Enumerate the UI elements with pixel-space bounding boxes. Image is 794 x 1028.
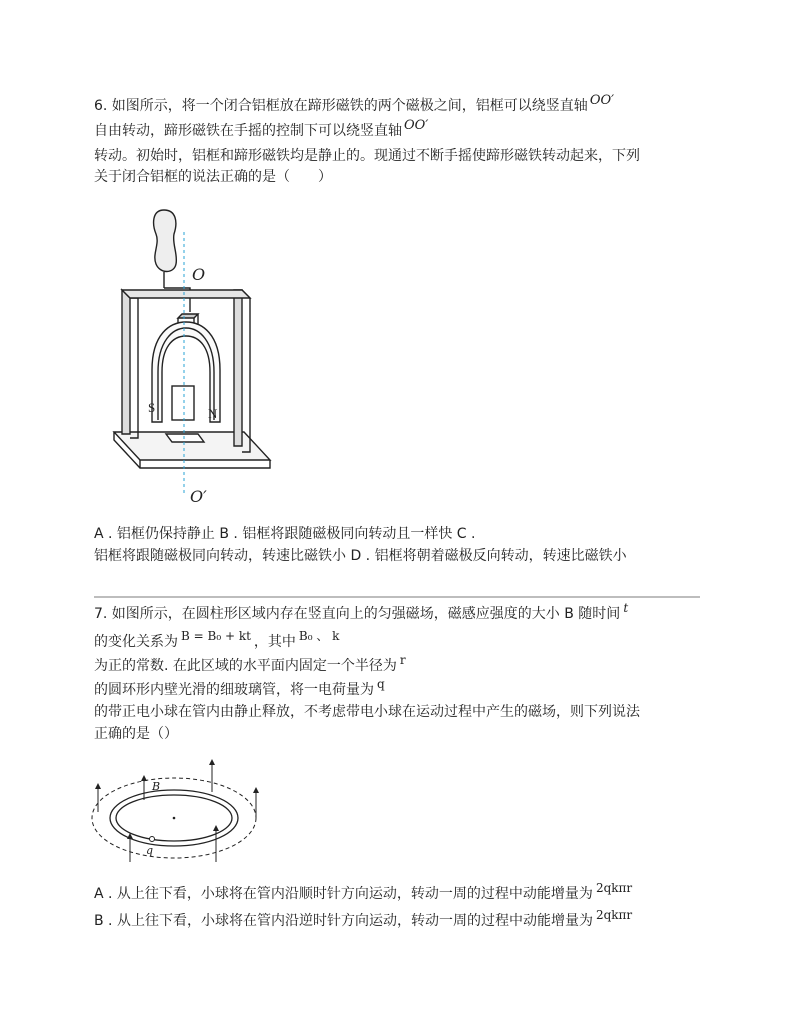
q7-radius-symbol: r <box>399 653 406 667</box>
q6-stem-text-3: 转动。初始时，铝框和蹄形磁铁均是静止的。现通过不断手摇使蹄形磁铁转动起来，下列 <box>94 148 640 164</box>
q7-option-b-value: 2qkπr <box>595 908 633 922</box>
magnet-pole-n: N <box>208 406 218 421</box>
q7-stem-text-1: 7. 如图所示，在圆柱形区域内存在竖直向上的匀强磁场，磁感应强度的大小 B 随时间 <box>94 606 621 622</box>
q6-figure <box>94 202 284 512</box>
q7-option-a-value: 2qkπr <box>595 881 633 895</box>
q7-stem-text-2b: ，其中 <box>253 634 296 650</box>
q6-line-1 <box>94 93 615 117</box>
q7-option-a <box>94 881 635 904</box>
q6-axis-symbol-2: OO′ <box>404 118 429 133</box>
q6-line-2 <box>94 118 429 142</box>
q7-charge-symbol: q <box>377 677 385 691</box>
q7-stem-text-4: 的圆环形内壁光滑的细玻璃管，将一电荷量为 <box>94 682 374 698</box>
q7-line-4 <box>94 677 388 700</box>
q7-figure <box>90 756 262 864</box>
q7-stem-text-2a: 的变化关系为 <box>94 634 178 650</box>
q7-line-3 <box>94 653 409 676</box>
q6-options-line-1: A . 铝框仍保持静止 B . 铝框将跟随磁极同向转动且一样快 C . <box>94 526 476 542</box>
question-divider <box>94 596 700 598</box>
q7-time-symbol: t <box>623 601 629 615</box>
magnet-pole-s: S <box>148 400 156 415</box>
q7-constants: B₀ 、 k <box>298 629 340 643</box>
q6-stem-text-2: 自由转动，蹄形磁铁在手摇的控制下可以绕竖直轴 <box>94 123 402 139</box>
q7-line-2 <box>94 629 342 652</box>
charge-q-label: q <box>146 844 154 857</box>
axis-bottom-label: O′ <box>190 487 207 506</box>
q7-formula: B = B₀ + kt <box>181 629 251 643</box>
q7-stem-text-6: 正确的是（） <box>94 726 178 742</box>
q7-line-1 <box>94 601 631 624</box>
axis-top-label: O <box>192 265 206 284</box>
q6-stem-text-1: 6. 如图所示，将一个闭合铝框放在蹄形磁铁的两个磁极之间，铝框可以绕竖直轴 <box>94 98 588 114</box>
q7-option-a-text: A . 从上往下看，小球将在管内沿顺时针方向运动，转动一周的过程中动能增量为 <box>94 886 593 902</box>
q7-stem-text-5: 的带正电小球在管内由静止释放，不考虑带电小球在运动过程中产生的磁场，则下列说法 <box>94 704 640 720</box>
q6-axis-symbol-1: OO′ <box>589 93 615 108</box>
q7-option-b <box>94 908 635 931</box>
q7-stem-text-3: 为正的常数. 在此区域的水平面内固定一个半径为 <box>94 658 397 674</box>
q6-options-line-2: 铝框将跟随磁极同向转动，转速比磁铁小 D . 铝框将朝着磁极反向转动，转速比磁铁小 <box>94 548 627 564</box>
q6-stem-text-4: 关于闭合铝框的说法正确的是（ ） <box>94 169 332 185</box>
q7-option-b-text: B . 从上往下看，小球将在管内沿逆时针方向运动，转动一周的过程中动能增量为 <box>94 913 593 929</box>
field-b-label: B <box>152 780 161 793</box>
